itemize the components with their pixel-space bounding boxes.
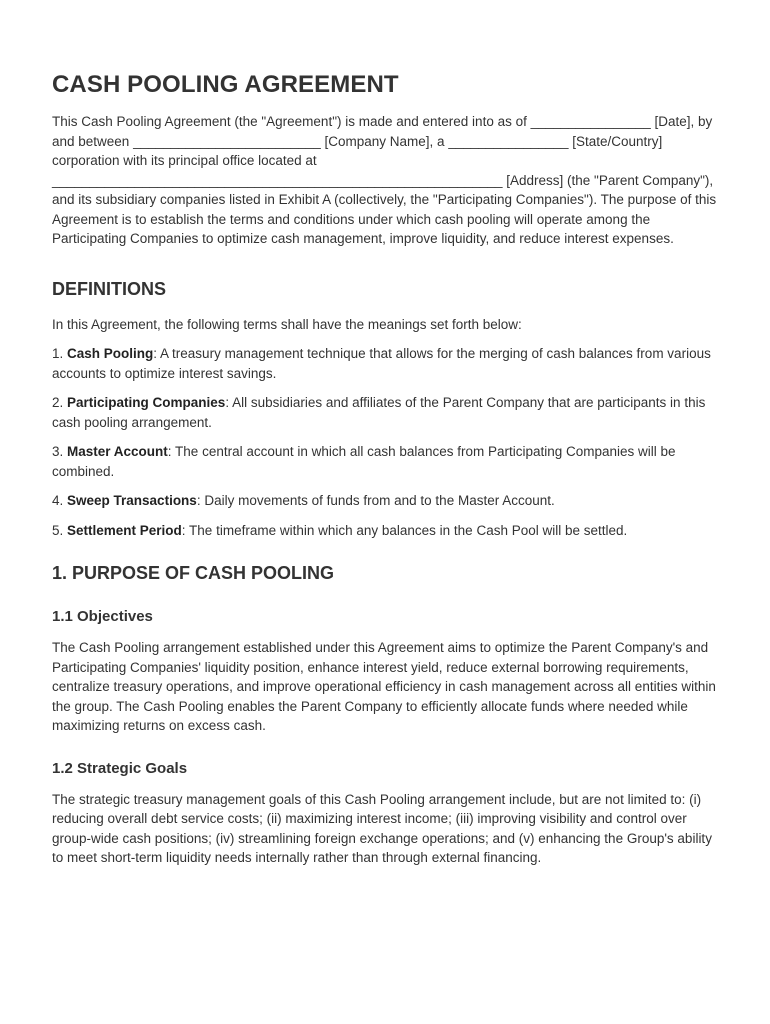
definition-number: 5. [52, 522, 68, 538]
definitions-heading: DEFINITIONS [52, 278, 167, 299]
definition-term: Master Account [67, 444, 168, 459]
definition-term: Sweep Transactions [67, 493, 197, 508]
definition-number: 1. [52, 346, 68, 361]
definition-text: : The timeframe within which any balances in the Cash Pool will be settled. [181, 522, 628, 538]
section-1-1-heading: 1.1 Objectives [52, 608, 153, 625]
definition-item-master-account [52, 442, 718, 481]
section-1-heading: 1. PURPOSE OF CASH POOLING [52, 563, 335, 583]
section-1-1-paragraph: The Cash Pooling arrangement established under this Agreement aims to optimize the Parent Company's and Participating Companies' liquidity position, enhance interest yield, reduce external borrowing requirements, centralize treasury operations, and improve operational efficiency in cash management across all entities within the group. The Cash Pooling enables the Parent Company to efficiently allocate funds where needed while maximizing returns on excess cash. [52, 640, 716, 733]
section-1-2-heading: 1.2 Strategic Goals [52, 759, 188, 777]
definition-number: 4. [52, 493, 68, 508]
definition-term: Cash Pooling [67, 346, 154, 361]
definition-text: : Daily movements of funds from and to the Master Account. [196, 493, 555, 508]
definition-text: : A treasury management technique that allows for the merging of cash balances from various accounts to optimize interest savings. [52, 346, 711, 381]
definition-item-participating-companies [52, 393, 718, 432]
definition-item-settlement-period [52, 521, 718, 541]
definition-term: Participating Companies [67, 395, 226, 410]
definition-item-cash-pooling [52, 344, 718, 383]
definition-number: 2. [52, 395, 68, 410]
definition-text: : All subsidiaries and affiliates of the Parent Company that are participants in this cash pooling arrangement. [52, 395, 706, 430]
definition-term: Settlement Period [67, 522, 182, 538]
definition-item-sweep-transactions [52, 491, 718, 511]
definition-number: 3. [52, 444, 68, 459]
definitions-lead: In this Agreement, the following terms shall have the meanings set forth below: [52, 316, 522, 332]
definition-text: : The central account in which all cash balances from Participating Companies will be combined. [52, 444, 676, 479]
section-1-2-paragraph: The strategic treasury management goals of this Cash Pooling arrangement include, but are not limited to: (i) reducing overall debt service costs; (ii) maximizing interest income; (iii) improving visibility and control over group-wide cash positions; (iv) streamlining foreign exchange operations; and (v) enhancing the Group's ability to meet short-term liquidity needs internally rather than through external financing. [52, 791, 712, 865]
intro-paragraph: This Cash Pooling Agreement (the "Agreement") is made and entered into as of ________________ [Date], by and between _________________________ [Company Name], a ________________ [State/Country] corporation with its principal office located at ____________________________________________________________ [Address] (the "Parent Company"), and its subsidiary companies listed in Exhibit A (collectively, the "Participating Companies"). The purpose of this Agreement is to establish the terms and conditions under which cash pooling will operate among the Participating Companies to optimize cash management, improve liquidity, and reduce interest expenses. [52, 114, 717, 246]
document-title: CASH POOLING AGREEMENT [52, 71, 399, 98]
